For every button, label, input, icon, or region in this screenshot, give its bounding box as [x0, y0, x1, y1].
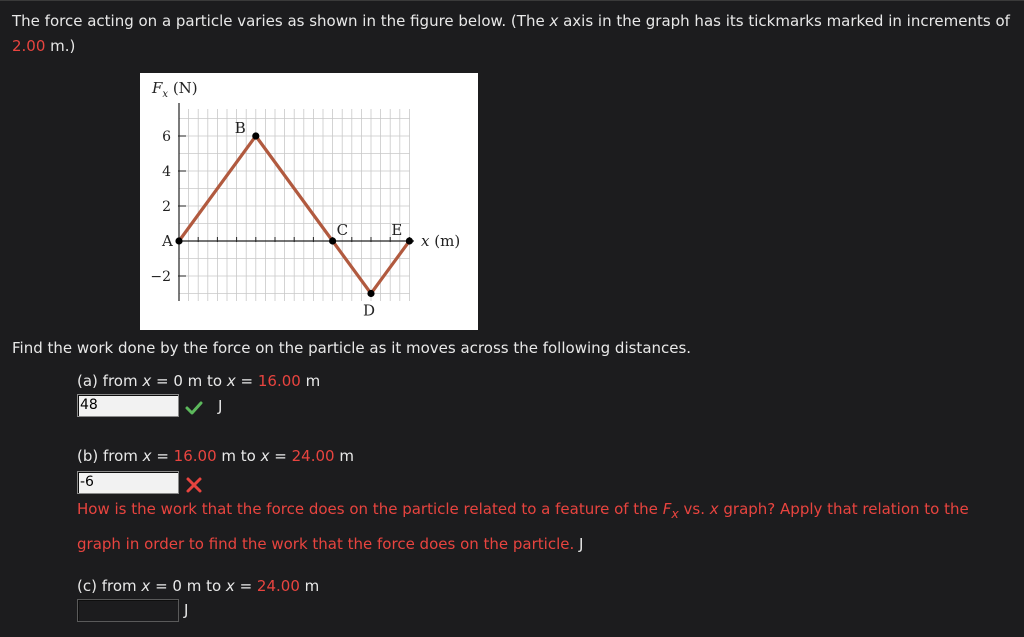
point-label-e: E — [391, 221, 403, 239]
part-b-start-value: 16.00 — [173, 447, 217, 465]
point-a — [175, 237, 182, 244]
intro-text-3: m.) — [45, 37, 76, 55]
y-axis-title: $F_x$ (N) — [152, 79, 198, 100]
part-c-end-value: 24.00 — [256, 577, 300, 595]
part-b-unit: J — [579, 535, 584, 553]
part-a-label: (a) from x = 0 m to x = 16.00 m — [77, 372, 321, 390]
y-tick-label: 6 — [162, 129, 171, 145]
force-graph — [140, 73, 478, 330]
top-divider — [0, 0, 1024, 1]
y-tick-label: 2 — [162, 199, 171, 215]
y-tick-label: −2 — [150, 269, 171, 285]
point-label-a: A — [162, 232, 173, 250]
y-tick-label: 4 — [162, 164, 171, 180]
force-graph-figure — [140, 73, 478, 330]
part-a-unit: J — [218, 397, 223, 415]
part-c-label: (c) from x = 0 m to x = 24.00 m — [77, 577, 320, 595]
part-c-answer-input[interactable] — [77, 599, 179, 622]
intro-text-2: axis in the graph has its tickmarks marked in increments of — [558, 12, 1010, 30]
problem-statement — [12, 9, 1012, 59]
part-a-answer-input[interactable]: 48 — [77, 394, 179, 417]
question-prompt: Find the work done by the force on the particle as it moves across the following distances. — [12, 339, 692, 357]
point-label-b: B — [234, 119, 246, 137]
point-label-c: C — [336, 221, 349, 239]
point-d — [367, 290, 374, 297]
point-label-d: D — [363, 301, 376, 320]
point-c — [329, 237, 336, 244]
part-a-end-value: 16.00 — [257, 372, 301, 390]
intro-text-1: The force acting on a particle varies as shown in the figure below. (The — [12, 12, 550, 30]
check-icon — [184, 398, 204, 418]
increment-value: 2.00 — [12, 37, 46, 55]
part-b-answer-input[interactable]: -6 — [77, 471, 179, 494]
x-icon — [184, 475, 204, 495]
intro-var-x: x — [549, 12, 559, 30]
x-axis-title: x (m) — [421, 232, 461, 250]
part-c-unit: J — [184, 601, 189, 619]
part-b-label: (b) from x = 16.00 m to x = 24.00 m — [77, 447, 354, 465]
hint-feedback: How is the work that the force does on the particle related to a feature of the $F_x$ vs. x graph? Apply that relation to the graph in order to find the work that the force does on the particle. J — [77, 500, 969, 553]
point-e — [406, 237, 413, 244]
point-b — [252, 132, 259, 139]
part-b-end-value: 24.00 — [291, 447, 335, 465]
